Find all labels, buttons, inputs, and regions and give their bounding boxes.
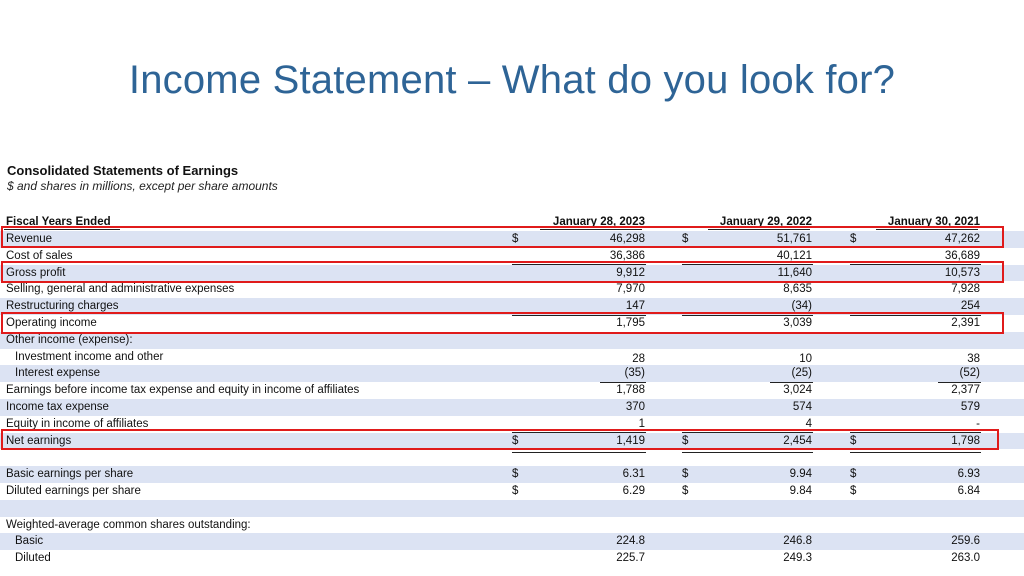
table-row-basic-eps (0, 466, 1024, 483)
dollar-sign: $ (850, 434, 857, 447)
highlight-box-revenue (1, 226, 1004, 248)
value-2022: 2,454 (783, 434, 812, 447)
row-label: Equity in income of affiliates (6, 417, 149, 430)
row-label: Restructuring charges (6, 300, 119, 313)
value-2021: 254 (960, 300, 980, 313)
value-2022: 249.3 (783, 552, 812, 565)
dollar-sign: $ (850, 233, 857, 245)
value-2022: 4 (805, 417, 812, 430)
dollar-sign: $ (682, 233, 689, 245)
table-row-diluted-eps (0, 483, 1024, 500)
subtotal-rule (600, 382, 646, 383)
subtotal-rule (938, 382, 981, 383)
row-label: Gross profit (6, 266, 66, 279)
value-2021: - (976, 417, 980, 430)
value-2021: 1,798 (951, 434, 980, 447)
row-label: Selling, general and administrative expenses (6, 283, 235, 296)
table-row-earnings-before-tax (0, 382, 1024, 399)
table-row-weighted-average (0, 517, 1024, 534)
row-label: Net earnings (6, 434, 72, 447)
table-row-diluted-shares (0, 550, 1024, 567)
value-2023: 1 (638, 417, 645, 430)
value-2021: 263.0 (951, 552, 980, 565)
value-2023: 9,912 (616, 266, 645, 279)
spacer-row (0, 500, 1024, 517)
row-label: Interest expense (15, 367, 101, 380)
header-fiscal-years: Fiscal Years Ended (6, 216, 111, 228)
value-2022: 3,039 (783, 317, 812, 329)
value-2023: 225.7 (616, 552, 645, 565)
dollar-sign: $ (512, 485, 519, 497)
value-2023: (35) (624, 367, 645, 380)
row-label: Other income (expense): (6, 333, 133, 346)
dollar-sign: $ (850, 485, 857, 497)
table-row-investment-income (0, 349, 1024, 366)
row-label: Basic earnings per share (6, 468, 134, 481)
value-2022: 574 (792, 401, 812, 413)
dollar-sign: $ (512, 468, 519, 481)
subtotal-rule (770, 382, 813, 383)
slide-title: Income Statement – What do you look for? (128, 58, 896, 102)
value-2021: 47,262 (944, 233, 980, 245)
value-2021: 6.84 (957, 485, 980, 497)
value-2023: 224.8 (616, 535, 645, 548)
value-2023: 28 (632, 352, 645, 365)
row-label: Revenue (6, 233, 53, 245)
value-2021: 36,689 (944, 249, 980, 262)
value-2022: (25) (791, 367, 812, 380)
value-2021: 6.93 (957, 468, 980, 481)
row-label: Diluted (15, 552, 51, 565)
value-2022: (34) (791, 300, 812, 313)
value-2022: 51,761 (776, 233, 812, 245)
table-row-interest-expense (0, 365, 1024, 382)
value-2021: 10,573 (944, 266, 980, 279)
table-row-other-income (0, 332, 1024, 349)
header-col-2023: January 28, 2023 (552, 216, 645, 228)
value-2023: 1,419 (616, 434, 645, 447)
table-row-sga (0, 281, 1024, 298)
value-2023: 370 (625, 401, 645, 413)
value-2023: 36,386 (609, 249, 645, 262)
dollar-sign: $ (850, 468, 857, 481)
value-2021: 259.6 (951, 535, 980, 548)
value-2022: 246.8 (783, 535, 812, 548)
table-row-basic-shares (0, 533, 1024, 550)
dollar-sign: $ (682, 468, 689, 481)
row-label: Diluted earnings per share (6, 485, 141, 497)
value-2022: 40,121 (776, 249, 812, 262)
value-2021: 2,391 (951, 317, 980, 329)
value-2022: 3,024 (783, 384, 812, 397)
value-2022: 10 (799, 352, 812, 365)
dollar-sign: $ (512, 434, 519, 447)
value-2023: 1,788 (616, 384, 645, 397)
value-2021: 7,928 (951, 283, 980, 296)
dollar-sign: $ (512, 233, 519, 245)
highlight-box-operating-income (1, 312, 1004, 334)
header-col-2021: January 30, 2021 (887, 216, 980, 228)
value-2021: 38 (967, 352, 980, 365)
value-2023: 6.29 (622, 485, 645, 497)
row-label: Income tax expense (6, 401, 109, 413)
value-2021: 579 (960, 401, 980, 413)
highlight-box-net-earnings (1, 429, 999, 450)
value-2023: 1,795 (616, 317, 645, 329)
header-col-2022: January 29, 2022 (719, 216, 812, 228)
statement-title: Consolidated Statements of Earnings (7, 163, 239, 178)
value-2023: 6.31 (622, 468, 645, 481)
highlight-box-gross-profit (1, 261, 1004, 283)
statement-subtitle: $ and shares in millions, except per share amounts (7, 179, 278, 193)
value-2023: 46,298 (609, 233, 645, 245)
value-2022: 9.84 (789, 485, 812, 497)
dollar-sign: $ (682, 434, 689, 447)
table-row-income-tax (0, 399, 1024, 416)
value-2021: 2,377 (951, 384, 980, 397)
row-label: Earnings before income tax expense and equity in income of affiliates (6, 384, 360, 397)
value-2022: 9.94 (789, 468, 812, 481)
row-label: Basic (15, 535, 44, 548)
value-2022: 11,640 (777, 266, 812, 279)
row-label: Investment income and other (15, 350, 164, 363)
row-label: Operating income (6, 317, 97, 329)
statement-heading (7, 163, 278, 193)
row-label: Weighted-average common shares outstanding: (6, 518, 251, 531)
dollar-sign: $ (682, 485, 689, 497)
value-2021: (52) (959, 367, 980, 380)
value-2023: 147 (625, 300, 645, 313)
value-2023: 7,970 (616, 283, 645, 296)
row-label: Cost of sales (6, 249, 73, 262)
value-2022: 8,635 (783, 283, 812, 296)
